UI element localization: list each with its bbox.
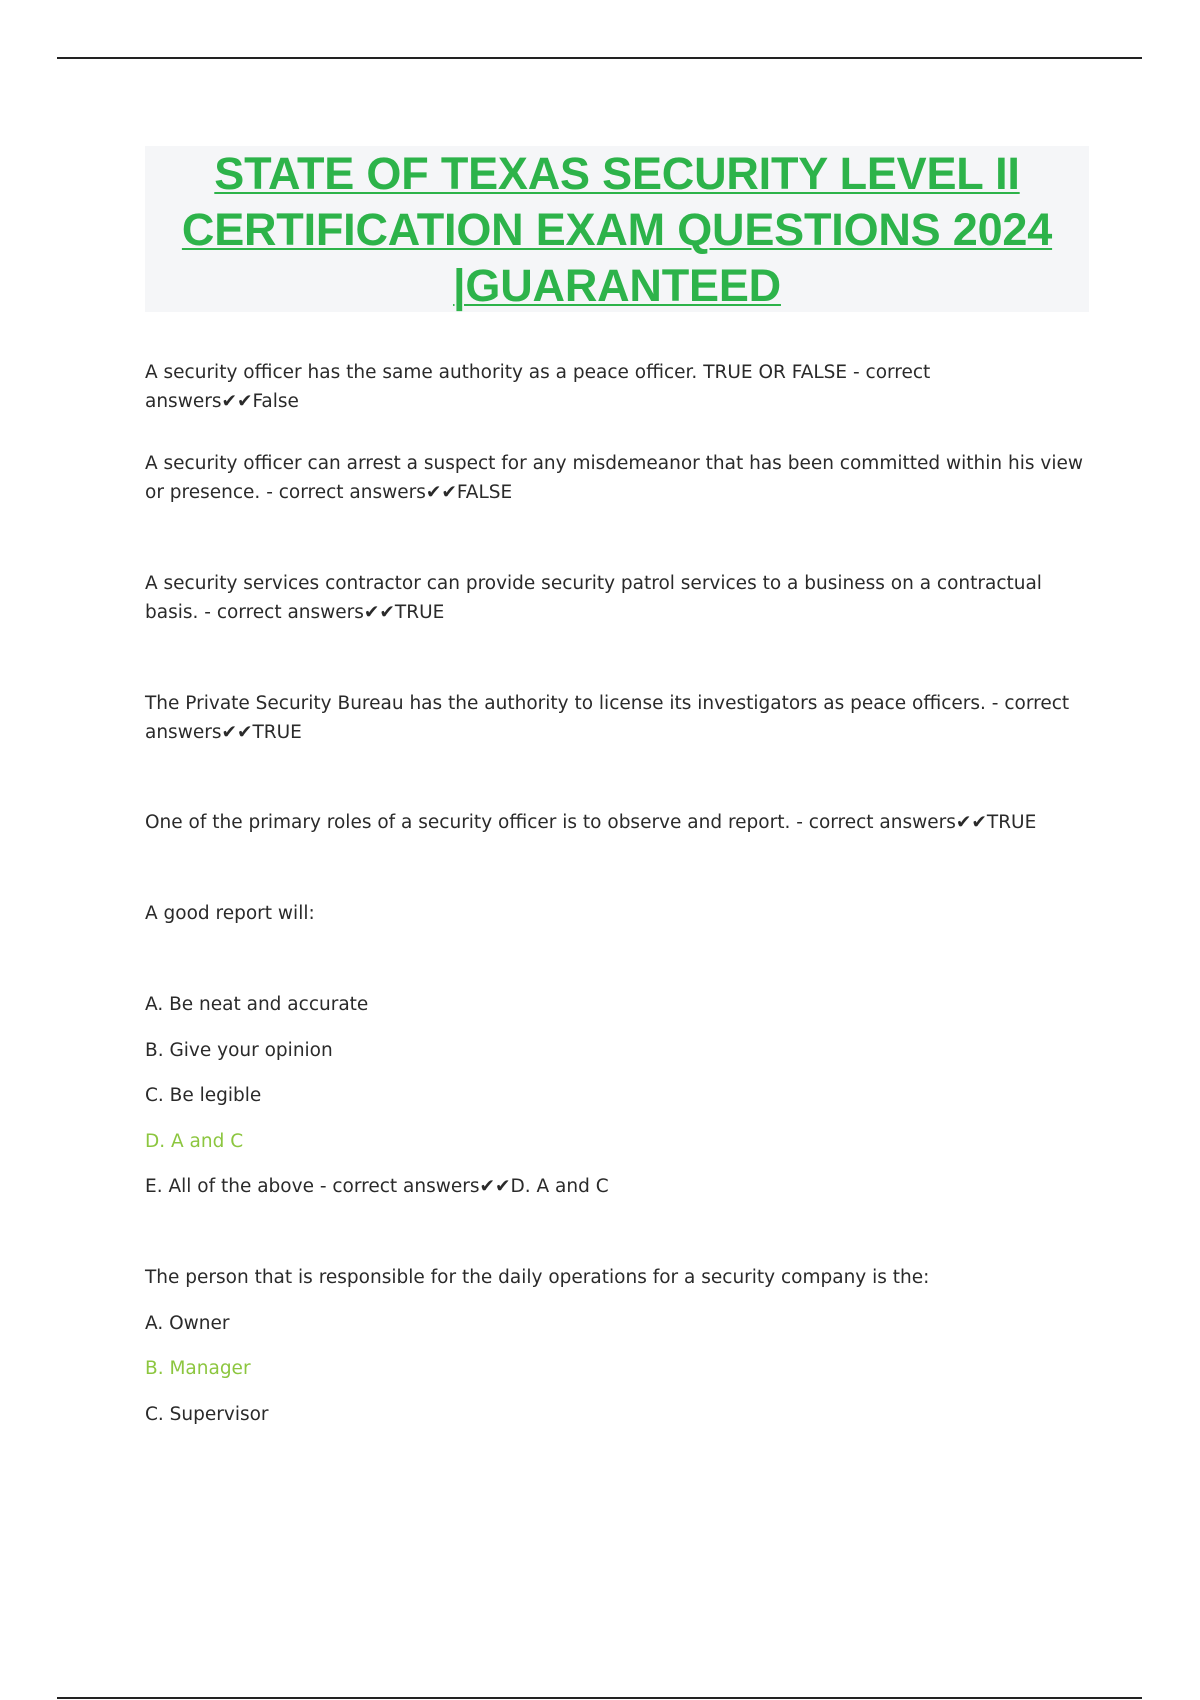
question-2: A security officer can arrest a suspect for any misdemeanor that has been committed within his view or presence. - correct answers✔✔FALSE — [145, 453, 1083, 503]
title-banner — [145, 146, 1089, 312]
question-4: The Private Security Bureau has the authority to license its investigators as peace officers. - correct answers✔✔TRUE — [145, 693, 1070, 743]
question-6-option-e: E. All of the above - correct answers✔✔D. A and C — [145, 1176, 609, 1197]
question-7-option-a: A. Owner — [145, 1313, 230, 1334]
question-7-option-b-correct: B. Manager — [145, 1358, 251, 1379]
bottom-rule — [57, 1697, 1142, 1699]
question-7-option-c: C. Supervisor — [145, 1404, 269, 1425]
question-5: One of the primary roles of a security officer is to observe and report. - correct answers✔✔TRUE — [145, 812, 1037, 833]
question-7-prompt: The person that is responsible for the daily operations for a security company is the: — [145, 1267, 930, 1288]
question-1: A security officer has the same authority as a peace officer. TRUE OR FALSE - correct answers✔✔False — [145, 362, 931, 412]
top-rule — [57, 57, 1142, 59]
question-6-prompt: A good report will: — [145, 903, 315, 924]
question-6-option-d-correct: D. A and C — [145, 1131, 244, 1152]
document-title: STATE OF TEXAS SECURITY LEVEL II CERTIFICATION EXAM QUESTIONS 2024 |GUARANTEED — [181, 148, 1053, 311]
question-3: A security services contractor can provide security patrol services to a business on a contractual basis. - correct answers✔✔TRUE — [145, 573, 1042, 623]
question-6-option-a: A. Be neat and accurate — [145, 994, 369, 1015]
question-6-option-c: C. Be legible — [145, 1085, 262, 1106]
question-6-option-b: B. Give your opinion — [145, 1040, 333, 1061]
